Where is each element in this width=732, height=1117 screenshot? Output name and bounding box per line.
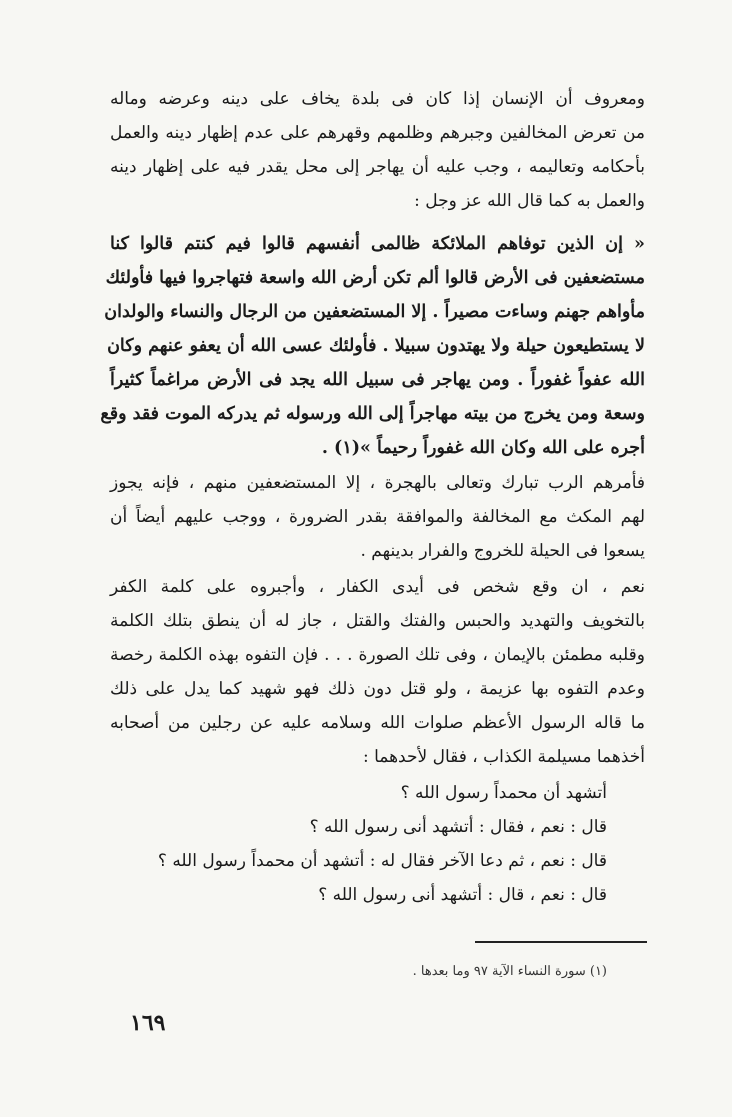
dialog-line: قال : نعم ، فقال : أتشهد أنى رسول الله ؟: [309, 817, 607, 837]
text-line: الله عفواً غفوراً . ومن يهاجر فى سبيل الله يجد فى الأرض مراغماً كثيراً: [110, 370, 645, 390]
text-line: لهم المكث مع المخالفة والموافقة بقدر الضرورة ، ووجب عليهم أيضاً أن: [110, 507, 645, 527]
text-line: وقلبه مطمئن بالإيمان ، وفى تلك الصورة . . . فإن التفوه بهذه الكلمة رخصة: [110, 645, 645, 665]
text-line: أجره على الله وكان الله غفوراً رحيماً »(١) .: [321, 438, 645, 458]
second-paragraph: [110, 466, 645, 568]
page-number: ١٦٩: [130, 1010, 166, 1036]
text-line: بأحكامه وتعاليمه ، وجب عليه أن يهاجر إلى محل يقدر فيه على إظهار دينه: [110, 157, 645, 177]
third-paragraph: [110, 570, 645, 774]
text-line: وعدم التفوه بها عزيمة ، ولو قتل دون ذلك فهو شهيد كما يدل على ذلك: [110, 679, 645, 699]
text-line: من تعرض المخالفين وجبرهم وظلمهم وقهرهم على عدم إظهار دينه والعمل: [110, 123, 645, 143]
text-line: مستضعفين فى الأرض قالوا ألم تكن أرض الله واسعة فتهاجروا فيها فأولئك: [105, 268, 645, 288]
text-line: « إن الذين توفاهم الملائكة ظالمى أنفسهم قالوا فيم كنتم قالوا كنا: [110, 234, 645, 254]
text-line: ومعروف أن الإنسان إذا كان فى بلدة يخاف على دينه وعرضه وماله: [110, 89, 645, 109]
dialog-line: أتشهد أن محمداً رسول الله ؟: [400, 783, 607, 803]
dialog-line: قال : نعم ، ثم دعا الآخر فقال له : أتشهد أن محمداً رسول الله ؟: [157, 851, 607, 871]
dialog-block: [158, 776, 607, 912]
quran-quote: [100, 227, 645, 465]
text-line: والعمل به كما قال الله عز وجل :: [414, 191, 645, 211]
footnote-divider: [475, 941, 647, 943]
text-line: بالتخويف والتهديد والحبس والفتك والقتل ، جاز له أن ينطق بتلك الكلمة: [110, 611, 645, 631]
text-line: فأمرهم الرب تبارك وتعالى بالهجرة ، إلا المستضعفين منهم ، فإنه يجوز: [110, 473, 645, 493]
text-line: نعم ، ان وقع شخص فى أيدى الكفار ، وأجبروه على كلمة الكفر: [110, 577, 645, 597]
dialog-line: قال : نعم ، قال : أتشهد أنى رسول الله ؟: [318, 885, 607, 905]
footnote: (١) سورة النساء الآية ٩٧ وما بعدها .: [412, 964, 607, 979]
text-line: ما قاله الرسول الأعظم صلوات الله وسلامه عليه عن رجلين من أصحابه: [110, 713, 645, 733]
text-line: وسعة ومن يخرج من بيته مهاجراً إلى الله ورسوله ثم يدركه الموت فقد وقع: [100, 404, 645, 424]
intro-paragraph: [110, 82, 645, 218]
text-line: أخذهما مسيلمة الكذاب ، فقال لأحدهما :: [362, 747, 645, 767]
text-line: لا يستطيعون حيلة ولا يهتدون سبيلا . فأولئك عسى الله أن يعفو عنهم وكان: [107, 336, 645, 356]
text-line: مأواهم جهنم وساءت مصيراً . إلا المستضعفين من الرجال والنساء والولدان: [104, 302, 645, 322]
text-line: يسعوا فى الحيلة للخروج والفرار بدينهم .: [360, 541, 645, 561]
